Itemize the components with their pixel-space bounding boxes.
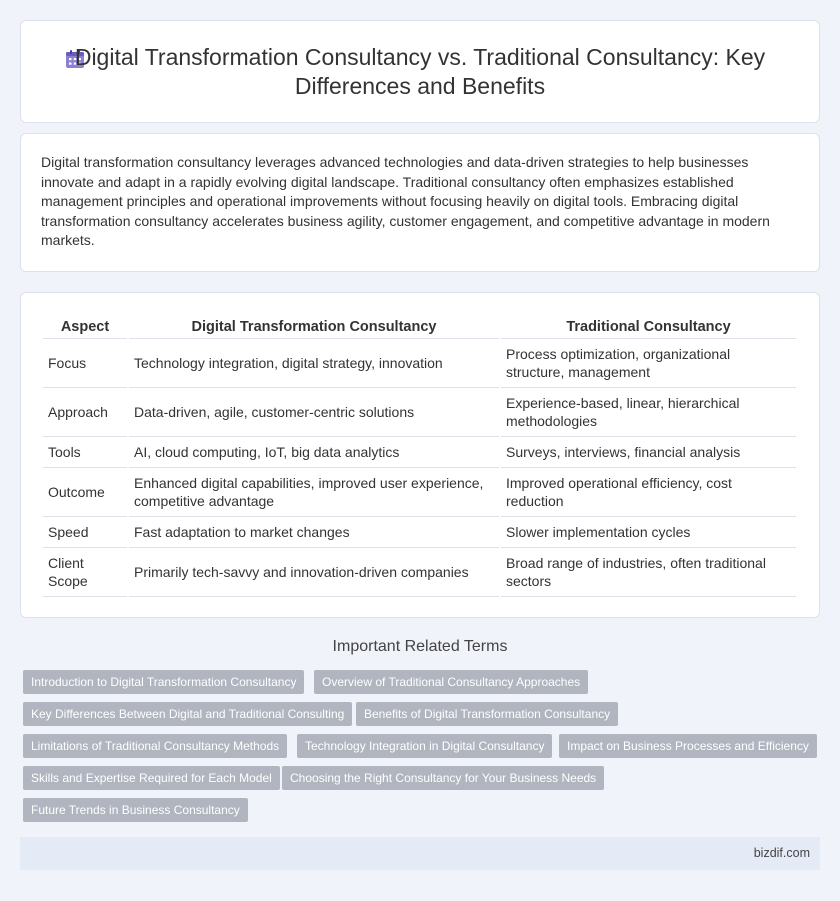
table-row <box>43 548 796 597</box>
table-row <box>43 437 796 468</box>
cell-traditional: Process optimization, organizational structure, management <box>501 339 796 388</box>
header-card <box>20 20 820 123</box>
related-term-tag[interactable]: Limitations of Traditional Consultancy Methods <box>23 734 287 758</box>
column-header-digital: Digital Transformation Consultancy <box>129 315 499 339</box>
footer-site-link[interactable]: bizdif.com <box>753 846 810 860</box>
related-terms-title: Important Related Terms <box>332 638 508 655</box>
cell-digital: Enhanced digital capabilities, improved user experience, competitive advantage <box>129 468 499 517</box>
cell-aspect: Speed <box>43 517 127 548</box>
summary-text: Digital transformation consultancy leverages advanced technologies and data-driven strategies to help businesses innovate and adapt in a rapidly evolving digital landscape. Traditional consultancy often emphasizes established management principles and operational improvements without focusing heavily on digital tools. Embracing digital transformation consultancy accelerates business agility, customer engagement, and competitive advantage in modern markets. <box>41 154 770 248</box>
table-row <box>43 388 796 437</box>
table-row <box>43 468 796 517</box>
related-term-tag[interactable]: Skills and Expertise Required for Each Model <box>23 766 280 790</box>
related-term-tag[interactable]: Key Differences Between Digital and Traditional Consulting <box>23 702 352 726</box>
summary-card <box>20 133 820 272</box>
related-term-tag[interactable]: Choosing the Right Consultancy for Your Business Needs <box>282 766 604 790</box>
cell-traditional: Slower implementation cycles <box>501 517 796 548</box>
cell-aspect: Tools <box>43 437 127 468</box>
table-row <box>43 339 796 388</box>
related-term-tag[interactable]: Introduction to Digital Transformation Consultancy <box>23 670 304 694</box>
cell-digital: Primarily tech-savvy and innovation-driven companies <box>129 548 499 597</box>
cell-digital: Data-driven, agile, customer-centric solutions <box>129 388 499 437</box>
related-term-tag[interactable]: Impact on Business Processes and Efficiency <box>559 734 817 758</box>
cell-traditional: Experience-based, linear, hierarchical methodologies <box>501 388 796 437</box>
comparison-table <box>41 315 798 597</box>
cell-aspect: Client Scope <box>43 548 127 597</box>
related-term-tag[interactable]: Benefits of Digital Transformation Consultancy <box>356 702 618 726</box>
related-term-tag[interactable]: Overview of Traditional Consultancy Approaches <box>314 670 588 694</box>
cell-traditional: Surveys, interviews, financial analysis <box>501 437 796 468</box>
table-header-row <box>43 315 796 339</box>
related-term-tag[interactable]: Future Trends in Business Consultancy <box>23 798 248 822</box>
cell-aspect: Approach <box>43 388 127 437</box>
cell-traditional: Broad range of industries, often traditional sectors <box>501 548 796 597</box>
cell-digital: Fast adaptation to market changes <box>129 517 499 548</box>
table-row <box>43 517 796 548</box>
cell-aspect: Focus <box>43 339 127 388</box>
cell-aspect: Outcome <box>43 468 127 517</box>
related-term-tag[interactable]: Technology Integration in Digital Consultancy <box>297 734 552 758</box>
cell-traditional: Improved operational efficiency, cost reduction <box>501 468 796 517</box>
page-title: Digital Transformation Consultancy vs. Traditional Consultancy: Key Differences and Benefits <box>74 43 766 99</box>
cell-digital: Technology integration, digital strategy, innovation <box>129 339 499 388</box>
cell-digital: AI, cloud computing, IoT, big data analytics <box>129 437 499 468</box>
column-header-traditional: Traditional Consultancy <box>501 315 796 339</box>
comparison-table-card <box>20 292 820 618</box>
footer <box>20 837 820 870</box>
column-header-aspect: Aspect <box>43 315 127 339</box>
